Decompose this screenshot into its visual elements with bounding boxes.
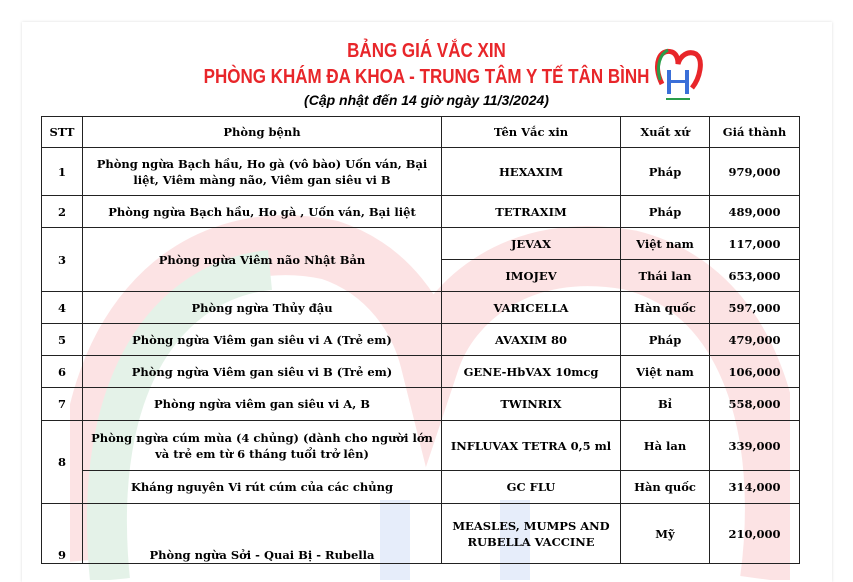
header-price: Giá thành [710, 117, 800, 148]
stt: 7 [42, 388, 83, 421]
table-row [42, 356, 800, 388]
vaccine-price-table [41, 116, 800, 564]
stt: 3 [42, 228, 83, 292]
update-note: (Cập nhật đến 14 giờ ngày 11/3/2024) [304, 92, 549, 108]
vaccine: JEVAX [442, 228, 621, 260]
stt: 2 [42, 196, 83, 228]
disease: Phòng ngừa Bạch hầu, Ho gà (vô bào) Uốn ván, Bại liệt, Viêm màng não, Viêm gan siêu vi B [83, 148, 442, 196]
table-row [42, 471, 800, 504]
table-row [42, 324, 800, 356]
header-stt: STT [42, 117, 83, 148]
stt: 5 [42, 324, 83, 356]
stt: 9 [42, 504, 83, 564]
origin: Bỉ [621, 388, 710, 421]
table-row [42, 388, 800, 421]
price: 314,000 [710, 471, 800, 504]
origin: Việt nam [621, 228, 710, 260]
origin: Mỹ [621, 504, 710, 564]
stt: 6 [42, 356, 83, 388]
price: 106,000 [710, 356, 800, 388]
table-row [42, 421, 800, 471]
page-title: BẢNG GIÁ VẮC XIN [347, 40, 506, 62]
table-row [42, 292, 800, 324]
disease: Phòng ngừa cúm mùa (4 chủng) (dành cho người lớn và trẻ em từ 6 tháng tuổi trở lên) [83, 421, 442, 471]
disease: Phòng ngừa Viêm gan siêu vi A (Trẻ em) [83, 324, 442, 356]
origin: Pháp [621, 196, 710, 228]
disease: Phòng ngừa Thủy đậu [83, 292, 442, 324]
disease: Phòng ngừa viêm gan siêu vi A, B [83, 388, 442, 421]
vaccine: VARICELLA [442, 292, 621, 324]
vaccine: MEASLES, MUMPS AND RUBELLA VACCINE [442, 504, 621, 564]
origin: Việt nam [621, 356, 710, 388]
disease: Phòng ngừa Sởi - Quai Bị - Rubella [83, 504, 442, 564]
origin: Hàn quốc [621, 471, 710, 504]
clinic-logo [652, 44, 704, 104]
price: 979,000 [710, 148, 800, 196]
vaccine: AVAXIM 80 [442, 324, 621, 356]
origin: Thái lan [621, 260, 710, 292]
stt: 4 [42, 292, 83, 324]
vaccine: GC FLU [442, 471, 621, 504]
vaccine: TWINRIX [442, 388, 621, 421]
disease: Phòng ngừa Bạch hầu, Ho gà , Uốn ván, Bại liệt [83, 196, 442, 228]
header-disease: Phòng bệnh [83, 117, 442, 148]
origin: Hàn quốc [621, 292, 710, 324]
disease: Phòng ngừa Viêm não Nhật Bản [83, 228, 442, 292]
vaccine: TETRAXIM [442, 196, 621, 228]
price: 479,000 [710, 324, 800, 356]
price: 653,000 [710, 260, 800, 292]
price: 489,000 [710, 196, 800, 228]
table-row [42, 196, 800, 228]
header-origin: Xuất xứ [621, 117, 710, 148]
vaccine: IMOJEV [442, 260, 621, 292]
origin: Pháp [621, 148, 710, 196]
disease: Kháng nguyên Vi rút cúm của các chủng [83, 471, 442, 504]
origin: Hà lan [621, 421, 710, 471]
vaccine: GENE-HbVAX 10mcg [442, 356, 621, 388]
price: 117,000 [710, 228, 800, 260]
stt: 8 [42, 421, 83, 504]
table-header-row [42, 117, 800, 148]
price: 597,000 [710, 292, 800, 324]
table-row [42, 228, 800, 260]
price: 558,000 [710, 388, 800, 421]
price: 339,000 [710, 421, 800, 471]
clinic-name: PHÒNG KHÁM ĐA KHOA - TRUNG TÂM Y TẾ TÂN BÌNH [203, 66, 650, 88]
header-vaccine: Tên Vắc xin [442, 117, 621, 148]
price: 210,000 [710, 504, 800, 564]
vaccine: INFLUVAX TETRA 0,5 ml [442, 421, 621, 471]
table-row [42, 504, 800, 564]
table-row [42, 148, 800, 196]
stt: 1 [42, 148, 83, 196]
origin: Pháp [621, 324, 710, 356]
vaccine: HEXAXIM [442, 148, 621, 196]
disease: Phòng ngừa Viêm gan siêu vi B (Trẻ em) [83, 356, 442, 388]
